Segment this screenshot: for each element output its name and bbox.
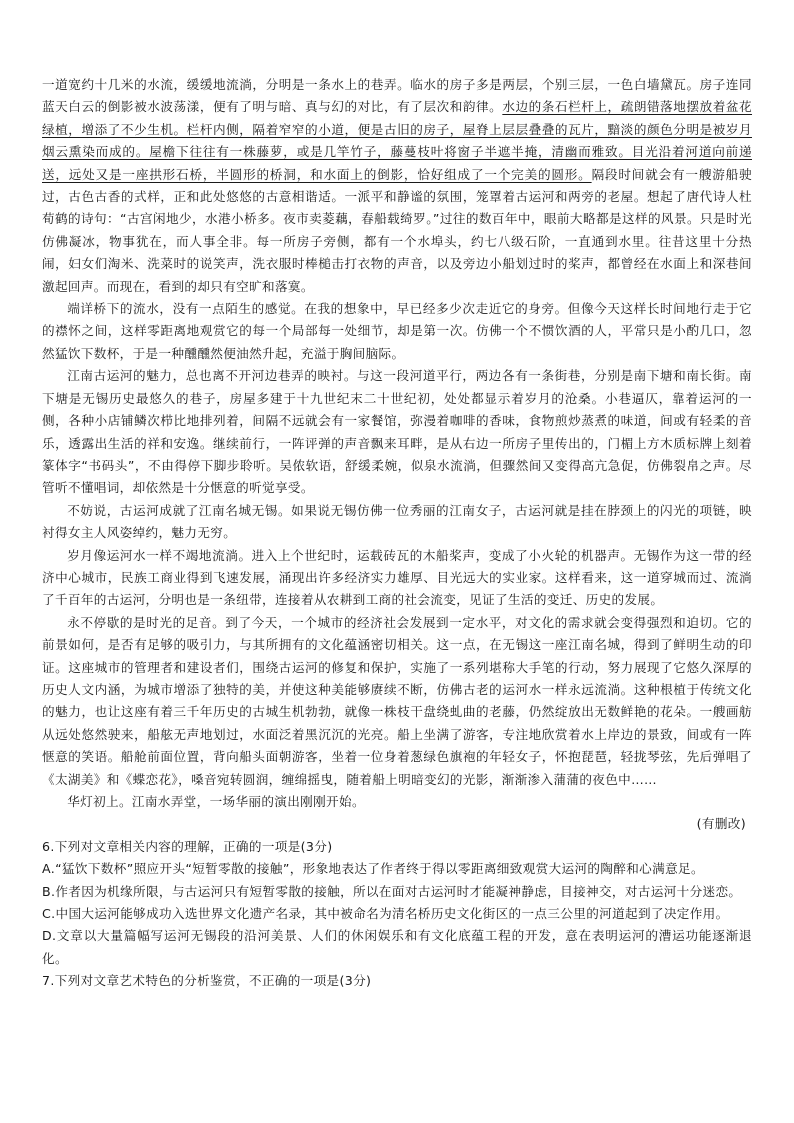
- question-6-stem: 6.下列对文章相关内容的理解，正确的一项是(3分): [42, 838, 333, 854]
- question-6-option-a: A.“猛饮下数杯”照应开头“短暂零散的接触”，形象地表达了作者终于得以零距离细致观赏大运河的陶醉和心满意足。: [42, 861, 704, 877]
- question-6-option-b: B.作者因为机缘所限，与古运河只有短暂零散的接触，所以在面对古运河时才能凝神静虑，目接神交，对古运河十分迷恋。: [42, 883, 742, 899]
- paragraph-2: 端详桥下的流水，没有一点陌生的感觉。在我的想象中，早已经多少次走近它的身旁。但像今天这样长时间地行走于它的襟怀之间，这样零距离地观赏它的每一个局部每一处细节，却是第一次。仿佛一个不惯饮酒的人，平常只是小酌几口，忽然猛饮下数杯，于是一种醺醺然便油然升起，充溢于胸间脑际。: [42, 301, 752, 361]
- questions: [42, 836, 752, 993]
- question-7-stem: 7.下列对文章艺术特色的分析鉴赏，不正确的一项是(3分): [42, 973, 372, 989]
- article: [42, 74, 752, 836]
- paragraph-1-start: 一道宽约十几米的水流，缓缓地流淌，分明是一条水上的巷弄。临水的房子多是两层，个别三层，一色白墙黛瓦。房子连同蓝天白云的倒影被水波荡漾，便有了明与暗、真与幻的对比，有了层次和韵律。: [42, 77, 752, 115]
- source-note: (有删改): [696, 816, 746, 832]
- paragraph-3: 江南古运河的魅力，总也离不开河边巷弄的映衬。与这一段河道平行，两边各有一条街巷，分别是南下塘和南长街。南下塘是无锡历史最悠久的巷子，房屋多建于十九世纪末二十世纪初，处处都显示着岁月的沧桑。小巷逼仄，靠着运河的一侧，各种小店铺鳞次栉比地排列着，间隔不远就会有一家餐馆，弥漫着咖啡的香味，食物煎炒蒸煮的味道，间或有轻柔的音乐，透露出生活的祥和安逸。继续前行，一阵评弹的声音飘来耳畔，是从右边一所房子里传出的，门楣上方木质标牌上刻着篆体字“书码头”，不由得停下脚步聆听。吴侬软语，舒缓柔婉，似泉水流淌，但骤然间又变得高亢急促，仿佛裂帛之声。尽管听不懂唱词，却依然是十分惬意的听觉享受。: [42, 368, 752, 496]
- paragraph-1-end: 隔段时间就会有一艘游船驶过，古色古香的式样，正和此处悠悠的古意相谐适。一派平和静谧的氛围，笼罩着古运河和两旁的老屋。想起了唐代诗人杜荀鹤的诗句：“古宫闲地少，水港小桥多。夜市卖菱藕，春船载绮罗。”过往的数百年中，眼前大略都是这样的风景。只是时光仿佛凝冰，物事犹在，而人事全非。每一所房子旁侧，都有一个水埠头，约七八级石阶，一直通到水里。往昔这里十分热闹，妇女们淘米、洗菜时的说笑声，洗衣服时棒槌击打衣物的声音，以及旁边小船划过时的桨声，都曾经在水面上和深巷间激起回声。而现在，看到的却只有空旷和落寞。: [42, 166, 752, 294]
- paragraph-6: 永不停歇的是时光的足音。到了今天，一个城市的经济社会发展到一定水平，对文化的需求就会变得强烈和迫切。它的前景如何，是否有足够的吸引力，与其所拥有的文化蕴涵密切相关。这一点，在无锡这一座江南名城，得到了鲜明生动的印证。这座城市的管理者和建设者们，围绕古运河的修复和保护，实施了一系列堪称大手笔的行动，努力展现了它悠久深厚的历史人文内涵，为城市增添了独特的美，并使这种美能够赓续不断，仿佛古老的运河水一样永远流淌。这种根植于传统文化的魅力，也让这座有着三千年历史的古城生机勃勃，就像一株枝干盘绕虬曲的老藤，仍然绽放出无数鲜艳的花朵。一艘画舫从远处悠然驶来，船舷无声地划过，水面泛着黑沉沉的光亮。船上坐满了游客，专注地欣赏着水上岸边的景致，间或有一阵惬意的笑语。船舱前面位置，背向船头面朝游客，坐着一位身着葱绿色旗袍的年轻女子，怀抱琵琶，轻拢琴弦，先后弹唱了《太湖美》和《蝶恋花》，嗓音宛转圆润，缠绵摇曳，随着船上明暗变幻的光影，渐渐渗入蒲蒲的夜色中……: [42, 614, 752, 787]
- question-6-option-d: D.文章以大量篇幅写运河无锡段的沿河美景、人们的休闲娱乐和有文化底蕴工程的开发，意在表明运河的漕运功能逐渐退化。: [42, 928, 752, 966]
- question-6-option-c: C.中国大运河能够成功入选世界文化遗产名录，其中被命名为清名桥历史文化街区的一点三公里的河道起到了决定作用。: [42, 906, 729, 922]
- paragraph-4: 不妨说，古运河成就了江南名城无锡。如果说无锡仿佛一位秀丽的江南女子，古运河就是挂在脖颈上的闪光的项链，映衬得女主人风姿绰约，魅力无穷。: [42, 502, 752, 541]
- paragraph-5: 岁月像运河水一样不竭地流淌。进入上个世纪时，运载砖瓦的木船桨声，变成了小火轮的机器声。无锡作为这一带的经济中心城市，民族工商业得到飞速发展，涌现出许多经济实力雄厚、目光远大的实业家。这样看来，这一道穿城而过、流淌了千百年的古运河，分明也是一条纽带，连接着从农耕到工商的社会流变，见证了生活的变迁、历史的发展。: [42, 547, 752, 608]
- paragraph-1: [42, 74, 752, 298]
- underlined-passage: 水边的条石栏杆上，疏朗错落地摆放着盆花绿植，增添了不少生机。栏杆内侧，隔着窄窄的小道，便是古旧的房子，屋脊上层层叠叠的瓦片，黯淡的颜色分明是被岁月烟云熏染而成的。屋檐下往往有一株藤萝，或是几竿竹子，藤蔓枝叶将窗子半遮半掩，清幽而雅致。目光沿着河道向前递送，远处又是一座拱形石桥，半圆形的桥洞，和水面上的倒影，恰好组成了一个完美的圆形。: [42, 99, 753, 182]
- paragraph-7: 华灯初上。江南水弄堂，一场华丽的演出刚刚开始。: [67, 794, 365, 809]
